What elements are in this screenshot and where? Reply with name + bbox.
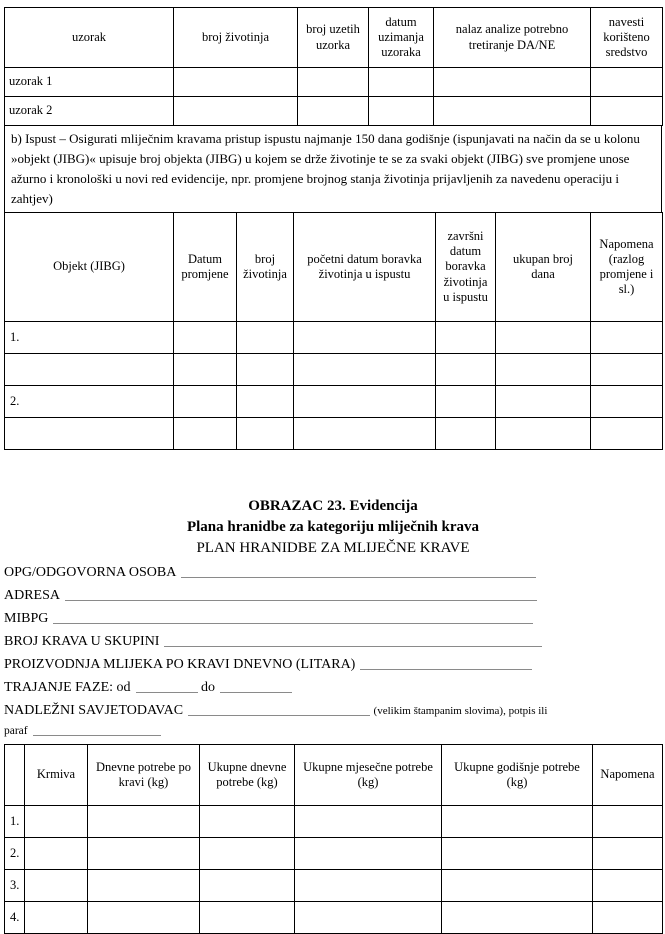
header-broj-uzetih: broj uzetih uzorka: [298, 8, 369, 68]
field-od-blank: [136, 681, 198, 693]
field-od-label: od: [116, 680, 131, 695]
table-cell: [591, 322, 663, 354]
table-cell: [434, 97, 591, 126]
table-row: [5, 354, 663, 386]
field-opg: [4, 561, 662, 584]
header-nalaz-analize: nalaz analize potrebno tretiranje DA/NE: [434, 8, 591, 68]
table-cell: [200, 870, 295, 902]
header-pocetni-datum: početni datum boravka životinja u ispustu: [294, 213, 436, 322]
header-krmiva: Krmiva: [25, 745, 88, 806]
row-number: [5, 418, 174, 450]
table-cell: [25, 870, 88, 902]
header-datum-promjene: Datum promjene: [174, 213, 237, 322]
table-cell: [591, 68, 663, 97]
table-cell: [294, 418, 436, 450]
field-broj-krava: [4, 630, 662, 653]
field-adresa: [4, 584, 662, 607]
field-savjetodavac-suffix: (velikim štampanim slovima), potpis ili: [373, 705, 548, 717]
table-cell: [593, 838, 663, 870]
header-napomena: Napomena (razlog promjene i sl.): [591, 213, 663, 322]
header-datum-uzimanja: datum uzimanja uzoraka: [369, 8, 434, 68]
field-proizvodnja: [4, 653, 662, 676]
field-proizvodnja-label: PROIZVODNJA MLIJEKA PO KRAVI DNEVNO (LITARA): [4, 657, 356, 672]
table-cell: [496, 354, 591, 386]
table-cell: [200, 838, 295, 870]
heading-obrazac: OBRAZAC 23. Evidencija: [248, 498, 418, 514]
header-broj-zivotinja: broj životinja: [174, 8, 298, 68]
row-number: 4.: [5, 902, 25, 934]
table-cell: [294, 386, 436, 418]
field-opg-label: OPG/ODGOVORNA OSOBA: [4, 565, 177, 580]
table-cell: [295, 870, 442, 902]
table-row: [5, 418, 663, 450]
field-savjetodavac-label: NADLEŽNI SAVJETODAVAC: [4, 703, 184, 718]
table-cell: [496, 418, 591, 450]
table-cell: [496, 322, 591, 354]
table-cell: [295, 806, 442, 838]
field-proizvodnja-blank: [360, 658, 532, 670]
ispust-note-text: b) Ispust – Osigurati mliječnim kravama pristup ispustu najmanje 150 dana godišnje (ispunjavati na način da se u kolonu »objekt (JIBG)« upisuje broj objekta (JIBG) u kojem se drže životinje te se za svaki objekt (JIBG) sve promjene unose ažurno i kronološki u novi red evidencije, npr. promjene brojnog stanja životinja prijavljenih za navedenu operaciju i zahtjev): [5, 126, 662, 213]
field-do-label: do: [201, 680, 216, 695]
heading-plan-hranidbe-caps: PLAN HRANIDBE ZA MLIJEČNE KRAVE: [196, 540, 470, 556]
table-cell: [25, 838, 88, 870]
table-cell: [369, 68, 434, 97]
sample-table-header-row: [5, 8, 663, 68]
row-number: [5, 354, 174, 386]
row-number: 2.: [5, 838, 25, 870]
table-cell: [174, 322, 237, 354]
table-cell: [442, 838, 593, 870]
table-row: [5, 97, 663, 126]
form-heading: [4, 496, 662, 559]
table-cell: [442, 870, 593, 902]
header-uzorak: uzorak: [5, 8, 174, 68]
header-ukupan-broj-dana: ukupan broj dana: [496, 213, 591, 322]
table-cell: [436, 322, 496, 354]
field-adresa-label: ADRESA: [4, 588, 61, 603]
field-trajanje-label: TRAJANJE FAZE:: [4, 680, 114, 695]
header-ukupne-mjesecne: Ukupne mjesečne potrebe (kg): [295, 745, 442, 806]
table-cell: [294, 354, 436, 386]
table-cell: [298, 97, 369, 126]
table-cell: [434, 68, 591, 97]
table-cell: [294, 322, 436, 354]
table-cell: [436, 386, 496, 418]
table-cell: [496, 386, 591, 418]
table-cell: [88, 838, 200, 870]
row-number: 1.: [5, 322, 174, 354]
field-paraf-label: paraf: [4, 725, 28, 737]
heading-plana-hranidbe: Plana hranidbe za kategoriju mliječnih krava: [186, 519, 480, 535]
header-ukupne-godisnje: Ukupne godišnje potrebe (kg): [442, 745, 593, 806]
table-cell: [174, 68, 298, 97]
form-fields-section: [4, 561, 662, 740]
header-navesti-sredstvo: navesti korišteno sredstvo: [591, 8, 663, 68]
ispust-note-table: [4, 125, 662, 213]
feed-table: [4, 744, 663, 934]
field-paraf: [4, 723, 662, 740]
table-cell: [25, 806, 88, 838]
ispust-table-header-row: [5, 213, 663, 322]
header-zavrsni-datum: završni datum boravka životinja u ispustu: [436, 213, 496, 322]
field-opg-blank: [181, 566, 536, 578]
field-trajanje-faze: [4, 676, 662, 699]
table-cell: [298, 68, 369, 97]
table-row: [5, 68, 663, 97]
field-do-blank: [220, 681, 292, 693]
row-label: uzorak 1: [5, 68, 174, 97]
field-mibpg: [4, 607, 662, 630]
row-number: 2.: [5, 386, 174, 418]
table-cell: [593, 870, 663, 902]
table-cell: [174, 97, 298, 126]
table-row: [5, 806, 663, 838]
table-cell: [442, 806, 593, 838]
header-ukupne-dnevne: Ukupne dnevne potrebe (kg): [200, 745, 295, 806]
table-cell: [237, 386, 294, 418]
header-empty: [5, 745, 25, 806]
sample-table: [4, 7, 663, 126]
field-mibpg-label: MIBPG: [4, 611, 49, 626]
table-row: [5, 386, 663, 418]
field-broj-krava-label: BROJ KRAVA U SKUPINI: [4, 634, 160, 649]
table-row: [5, 870, 663, 902]
row-number: 1.: [5, 806, 25, 838]
field-adresa-blank: [65, 589, 537, 601]
table-cell: [295, 838, 442, 870]
field-paraf-blank: [33, 724, 161, 736]
table-cell: [593, 806, 663, 838]
header-napomena: Napomena: [593, 745, 663, 806]
field-savjetodavac-blank: [188, 704, 370, 716]
field-broj-krava-blank: [164, 635, 542, 647]
table-cell: [591, 418, 663, 450]
table-cell: [174, 418, 237, 450]
feed-table-header-row: [5, 745, 663, 806]
table-row: [5, 838, 663, 870]
table-cell: [436, 354, 496, 386]
header-dnevne-po-kravi: Dnevne potrebe po kravi (kg): [88, 745, 200, 806]
row-label: uzorak 2: [5, 97, 174, 126]
header-objekt-jibg: Objekt (JIBG): [5, 213, 174, 322]
table-cell: [369, 97, 434, 126]
table-row: [5, 322, 663, 354]
table-cell: [88, 870, 200, 902]
table-cell: [237, 418, 294, 450]
header-broj-zivotinja: broj životinja: [237, 213, 294, 322]
table-cell: [174, 386, 237, 418]
ispust-table: [4, 212, 663, 450]
row-number: 3.: [5, 870, 25, 902]
table-cell: [88, 806, 200, 838]
table-cell: [237, 354, 294, 386]
table-cell: [591, 386, 663, 418]
field-savjetodavac: [4, 699, 662, 723]
field-mibpg-blank: [53, 612, 533, 624]
table-cell: [174, 354, 237, 386]
table-cell: [200, 806, 295, 838]
table-cell: [591, 97, 663, 126]
table-cell: [237, 322, 294, 354]
table-cell: [436, 418, 496, 450]
table-cell: [591, 354, 663, 386]
